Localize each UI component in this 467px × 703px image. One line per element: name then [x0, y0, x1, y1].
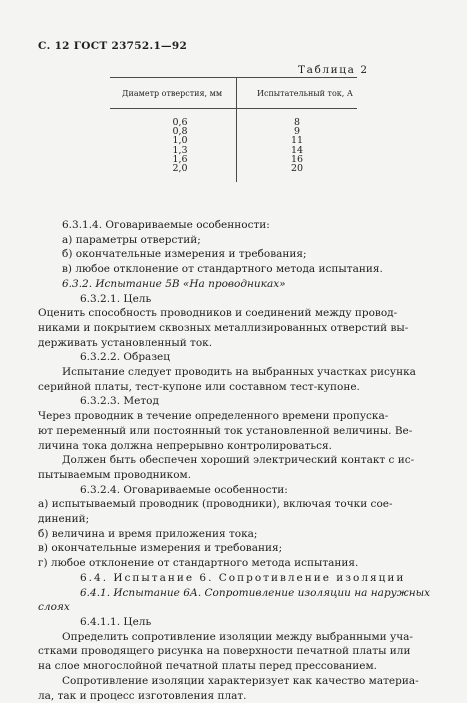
text-line: 6.3.2.2. Образец [62, 350, 412, 365]
text-line: Должен быть обеспечен хороший электрический контакт с ис- [62, 453, 412, 468]
text-line: личина тока должна непрерывно контролироваться. [38, 439, 412, 454]
text-line: Оценить способность проводников и соединений между провод- [38, 306, 412, 321]
text-line: Через проводник в течение определенного времени пропуска- [38, 409, 412, 424]
text-line: стками проводящего рисунка на поверхности печатной платы или [38, 644, 412, 659]
table-cell: 2,0 [166, 164, 194, 173]
table-caption: Таблица 2 [298, 64, 369, 76]
text-line: ла, так и процесс изготовления плат. [38, 689, 412, 703]
table-cell: 0,6 [166, 118, 194, 127]
text-line: никами и покрытием сквозных металлизированных отверстий вы- [38, 321, 412, 336]
table-header-rule [110, 108, 357, 109]
text-line: б) величина и время приложения тока; [38, 527, 412, 542]
text-line: в) любое отклонение от стандартного метода испытания. [62, 262, 412, 277]
table-cell: 16 [284, 155, 310, 164]
text-line: 6.4.1.1. Цель [62, 615, 412, 630]
text-line: 6.3.2.3. Метод [62, 394, 412, 409]
text-line: пытываемым проводником. [38, 468, 412, 483]
text-line: а) испытываемый проводник (проводники), включая точки сое- [38, 497, 412, 512]
table-cell: 20 [284, 164, 310, 173]
text-line: динений; [38, 512, 412, 527]
table-cell: 0,8 [166, 127, 194, 136]
table-cell: 9 [284, 127, 310, 136]
section-heading: 6.4.1. Испытание 6А. Сопротивление изоляции на наружных [80, 586, 412, 601]
table-column-diameter [166, 118, 194, 173]
table-cell: 11 [284, 136, 310, 145]
table-cell: 8 [284, 118, 310, 127]
section-heading: 6.3.2. Испытание 5В «На проводниках» [62, 277, 412, 292]
table-column-current [284, 118, 310, 173]
body-text [62, 218, 412, 703]
text-line: а) параметры отверстий; [62, 233, 412, 248]
text-line: Сопротивление изоляции характеризует как качество материа- [62, 674, 412, 689]
text-line: 6.3.2.4. Оговариваемые особенности: [62, 483, 412, 498]
table-cell: 1,0 [166, 136, 194, 145]
text-line: 6.3.2.1. Цель [62, 292, 412, 307]
text-line: 6.3.1.4. Оговариваемые особенности: [62, 218, 412, 233]
text-line: Испытание следует проводить на выбранных участках рисунка [62, 365, 412, 380]
table-header-diameter: Диаметр отверстия, мм [122, 89, 222, 98]
text-line: серийной платы, тест-купоне или составном тест-купоне. [38, 380, 412, 395]
table-header-current: Испытательный ток, А [257, 89, 353, 98]
text-line: б) окончательные измерения и требования; [62, 247, 412, 262]
table-column-divider [236, 77, 237, 182]
table-top-rule [110, 77, 357, 78]
text-line: г) любое отклонение от стандартного метода испытания. [38, 556, 412, 571]
section-heading: 6.4. Испытание 6. Сопротивление изоляции [80, 571, 412, 586]
page-header: С. 12 ГОСТ 23752.1—92 [38, 40, 187, 52]
text-line: ют переменный или постоянный ток установленной величины. Ве- [38, 424, 412, 439]
table-cell: 1,6 [166, 155, 194, 164]
table-cell: 14 [284, 146, 310, 155]
text-line: Определить сопротивление изоляции между выбранными уча- [62, 630, 412, 645]
text-line: держивать установленный ток. [38, 336, 412, 351]
text-line: в) окончательные измерения и требования; [38, 541, 412, 556]
table-cell: 1,3 [166, 146, 194, 155]
text-line: на слое многослойной печатной платы перед прессованием. [38, 659, 412, 674]
section-heading: слоях [38, 600, 412, 615]
